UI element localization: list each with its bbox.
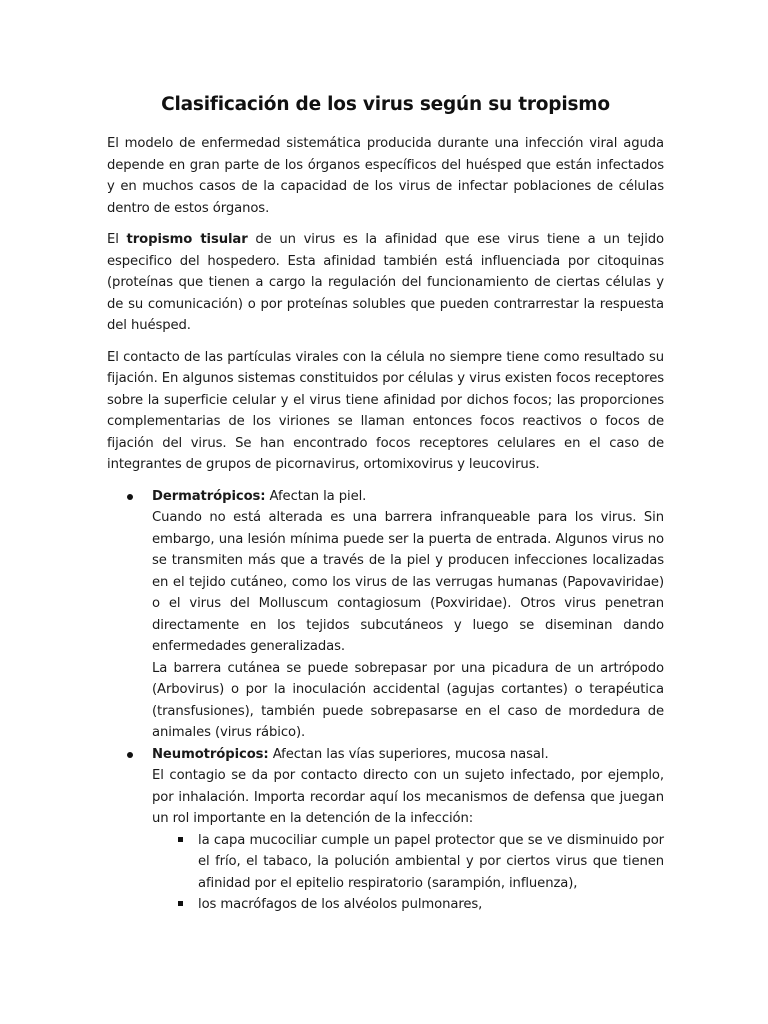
list-item-neumotropicos bbox=[152, 744, 664, 916]
bullet-icon bbox=[127, 494, 133, 500]
defense-sublist bbox=[152, 830, 664, 916]
page-title: Clasificación de los virus según su tropismo bbox=[161, 94, 610, 115]
tropism-list bbox=[107, 486, 664, 916]
square-bullet-icon bbox=[178, 901, 183, 906]
contact-paragraph: El contacto de las partículas virales con la célula no siempre tiene como resultado su fijación. En algunos sistemas constituidos por células y virus existen focos receptores sobre la superficie celular y el virus tiene afinidad por dichos focos; las proporciones complementarias de los viriones se llaman entonces focos reactivos o focos de fijación del virus. Se han encontrado focos receptores celulares en el caso de integrantes de grupos de picornavirus, ortomixovirus y leucovirus. bbox=[107, 349, 664, 472]
tropism-pre: El bbox=[107, 232, 127, 247]
list-term: Dermatrópicos: bbox=[152, 488, 266, 504]
list-paragraph: El contagio se da por contacto directo con un sujeto infectado, por ejemplo, por inhalación. Importa recordar aquí los mecanismos de defensa que juegan un rol importante en la detención de la infección: bbox=[152, 768, 664, 826]
sublist-item bbox=[198, 830, 664, 895]
square-bullet-icon bbox=[178, 837, 183, 842]
sublist-text: la capa mucociliar cumple un papel protector que se ve disminuido por el frío, el tabaco, la polución ambiental y por ciertos virus que tienen afinidad por el epitelio respiratorio (sarampión, influenza), bbox=[198, 832, 664, 891]
tropism-post: de un virus es la afinidad que ese virus tiene a un tejido especifico del hospedero. Esta afinidad también está influenciada por citoquinas (proteínas que tienen a cargo la regulación del funcionamiento de ciertas células y de su comunicación) o por proteínas solubles que pueden contrarrestar la respuesta del huésped. bbox=[107, 232, 664, 333]
intro-paragraph: El modelo de enfermedad sistemática producida durante una infección viral aguda depende en gran parte de los órganos específicos del huésped que están infectados y en muchos casos de la capacidad de los virus de infectar poblaciones de células dentro de estos órganos. bbox=[107, 136, 664, 216]
list-desc: Afectan las vías superiores, mucosa nasal. bbox=[268, 746, 549, 762]
list-paragraph: La barrera cutánea se puede sobrepasar por una picadura de un artrópodo (Arbovirus) o por la inoculación accidental (agujas cortantes) o terapéutica (transfusiones), también puede sobrepasarse en el caso de mordedura de animales (virus rábico). bbox=[152, 660, 664, 740]
list-item-dermatropicos bbox=[152, 486, 664, 744]
sublist-text: los macrófagos de los alvéolos pulmonares, bbox=[198, 897, 483, 912]
list-term: Neumotrópicos: bbox=[152, 746, 269, 762]
tropism-term: tropismo tisular bbox=[126, 232, 248, 247]
sublist-item bbox=[198, 894, 664, 916]
bullet-icon bbox=[127, 752, 133, 758]
list-desc: Afectan la piel. bbox=[265, 488, 367, 504]
list-paragraph: Cuando no está alterada es una barrera infranqueable para los virus. Sin embargo, una lesión mínima puede ser la puerta de entrada. Algunos virus no se transmiten más que a través de la piel y producen infecciones localizadas en el tejido cutáneo, como los virus de las verrugas humanas (Papovaviridae) o el virus del Molluscum contagiosum (Poxviridae). Otros virus penetran directamente en los tejidos subcutáneos y luego se diseminan dando enfermedades generalizadas. bbox=[152, 510, 664, 654]
tropism-paragraph bbox=[107, 229, 664, 337]
